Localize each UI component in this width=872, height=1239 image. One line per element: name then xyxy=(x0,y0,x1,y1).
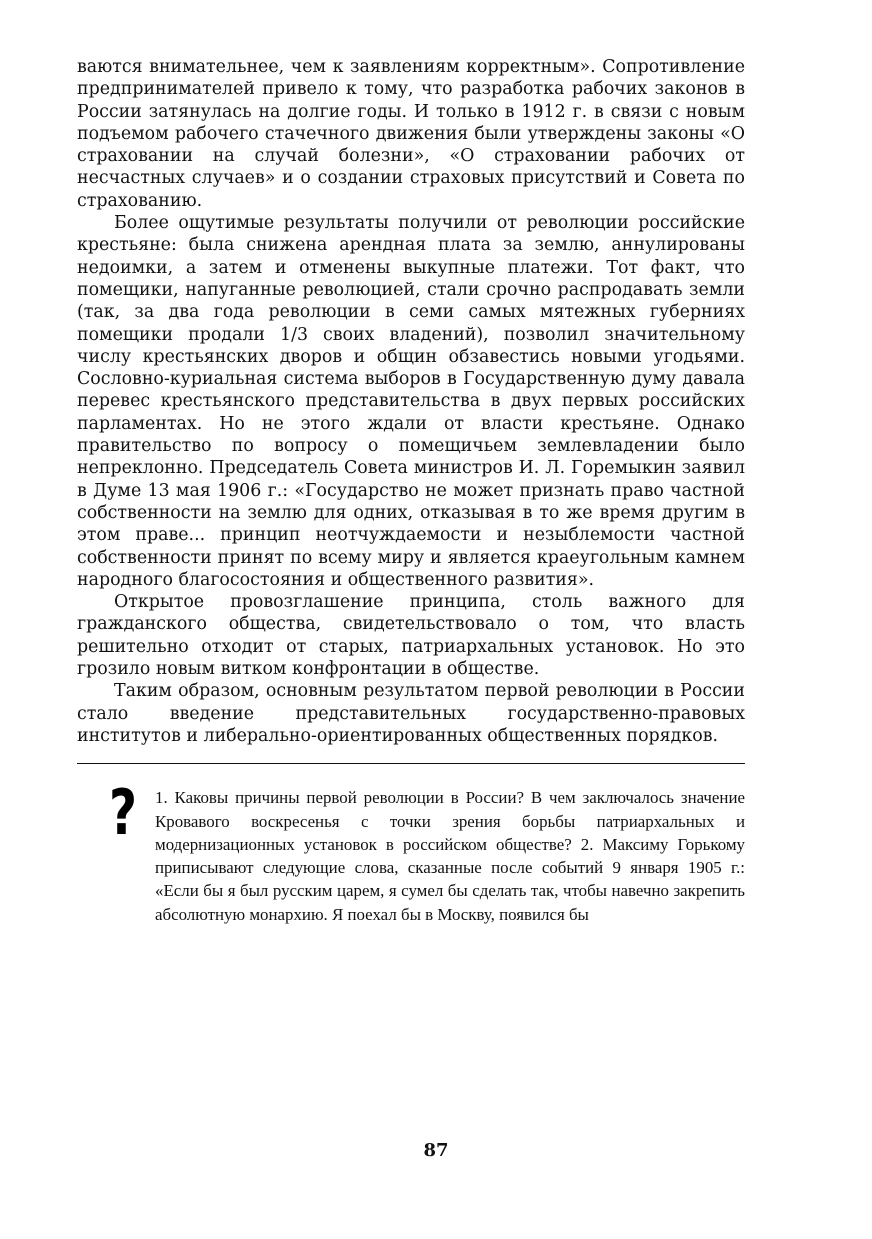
paragraph-4: Таким образом, основным результатом первой революции в России стало введение представительных государственно-правовых институтов и либерально-ориентированных общественных порядков. xyxy=(77,681,745,746)
page-number: 87 xyxy=(423,1140,449,1161)
paragraph-3: Открытое провозглашение принципа, столь важного для гражданского общества, свидетельствовало о том, что власть решительно отходит от старых, патриархальных установок. Но это грозило новым витком конфронтации в обществе. xyxy=(77,592,745,680)
section-divider xyxy=(77,763,745,764)
paragraph-1: ваются внимательнее, чем к заявлениям корректным». Сопротивление предпринимателей привело к тому, что разработка рабочих законов в России затянулась на долгие годы. И только в 1912 г. в связи с новым подъемом рабочего стачечного движения были утверждены законы «О страховании на случай болезни», «О страховании рабочих от несчастных случаев» и о создании страховых присутствий и Совета по страхованию. xyxy=(77,57,745,211)
paragraph-2: Более ощутимые результаты получили от революции российские крестьяне: была снижена арендная плата за землю, аннулированы недоимки, а затем и отменены выкупные платежи. Тот факт, что помещики, напуганные революцией, стали срочно распродавать земли (так, за два года революции в семи самых мятежных губерниях помещики продали 1/3 своих владений), позволил значительному числу крестьянских дворов и общин обзавестись новыми угодьями. Сословно-куриальная система выборов в Государственную думу давала перевес крестьянского представительства в двух первых российских парламентах. Но не этого ждали от власти крестьяне. Однако правительство по вопросу о помещичьем землевладении было непреклонно. Председатель Совета министров И. Л. Горемыкин заявил в Думе 13 мая 1906 г.: «Государство не может признать право частной собственности на землю для одних, отказывая в то же время другим в этом праве... принцип неотчуждаемости и незыблемости частной собственности принят по всему миру и является краеугольным камнем народного благосостояния и общественного развития». xyxy=(77,213,745,590)
questions-text: 1. Каковы причины первой революции в России? В чем заключалось значение Кровавого воскресенья с точки зрения борьбы патриархальных и модернизационных установок в российском обществе? 2. Максиму Горькому приписывают следующие слова, сказанные после событий 9 января 1905 г.: «Если бы я был русским царем, я сумел бы сделать так, чтобы навечно закрепить абсолютную монархию. Я поехал бы в Москву, появился бы xyxy=(155,788,745,924)
page-body xyxy=(77,56,745,926)
question-mark-icon: ? xyxy=(108,776,138,850)
questions-block xyxy=(77,776,745,926)
